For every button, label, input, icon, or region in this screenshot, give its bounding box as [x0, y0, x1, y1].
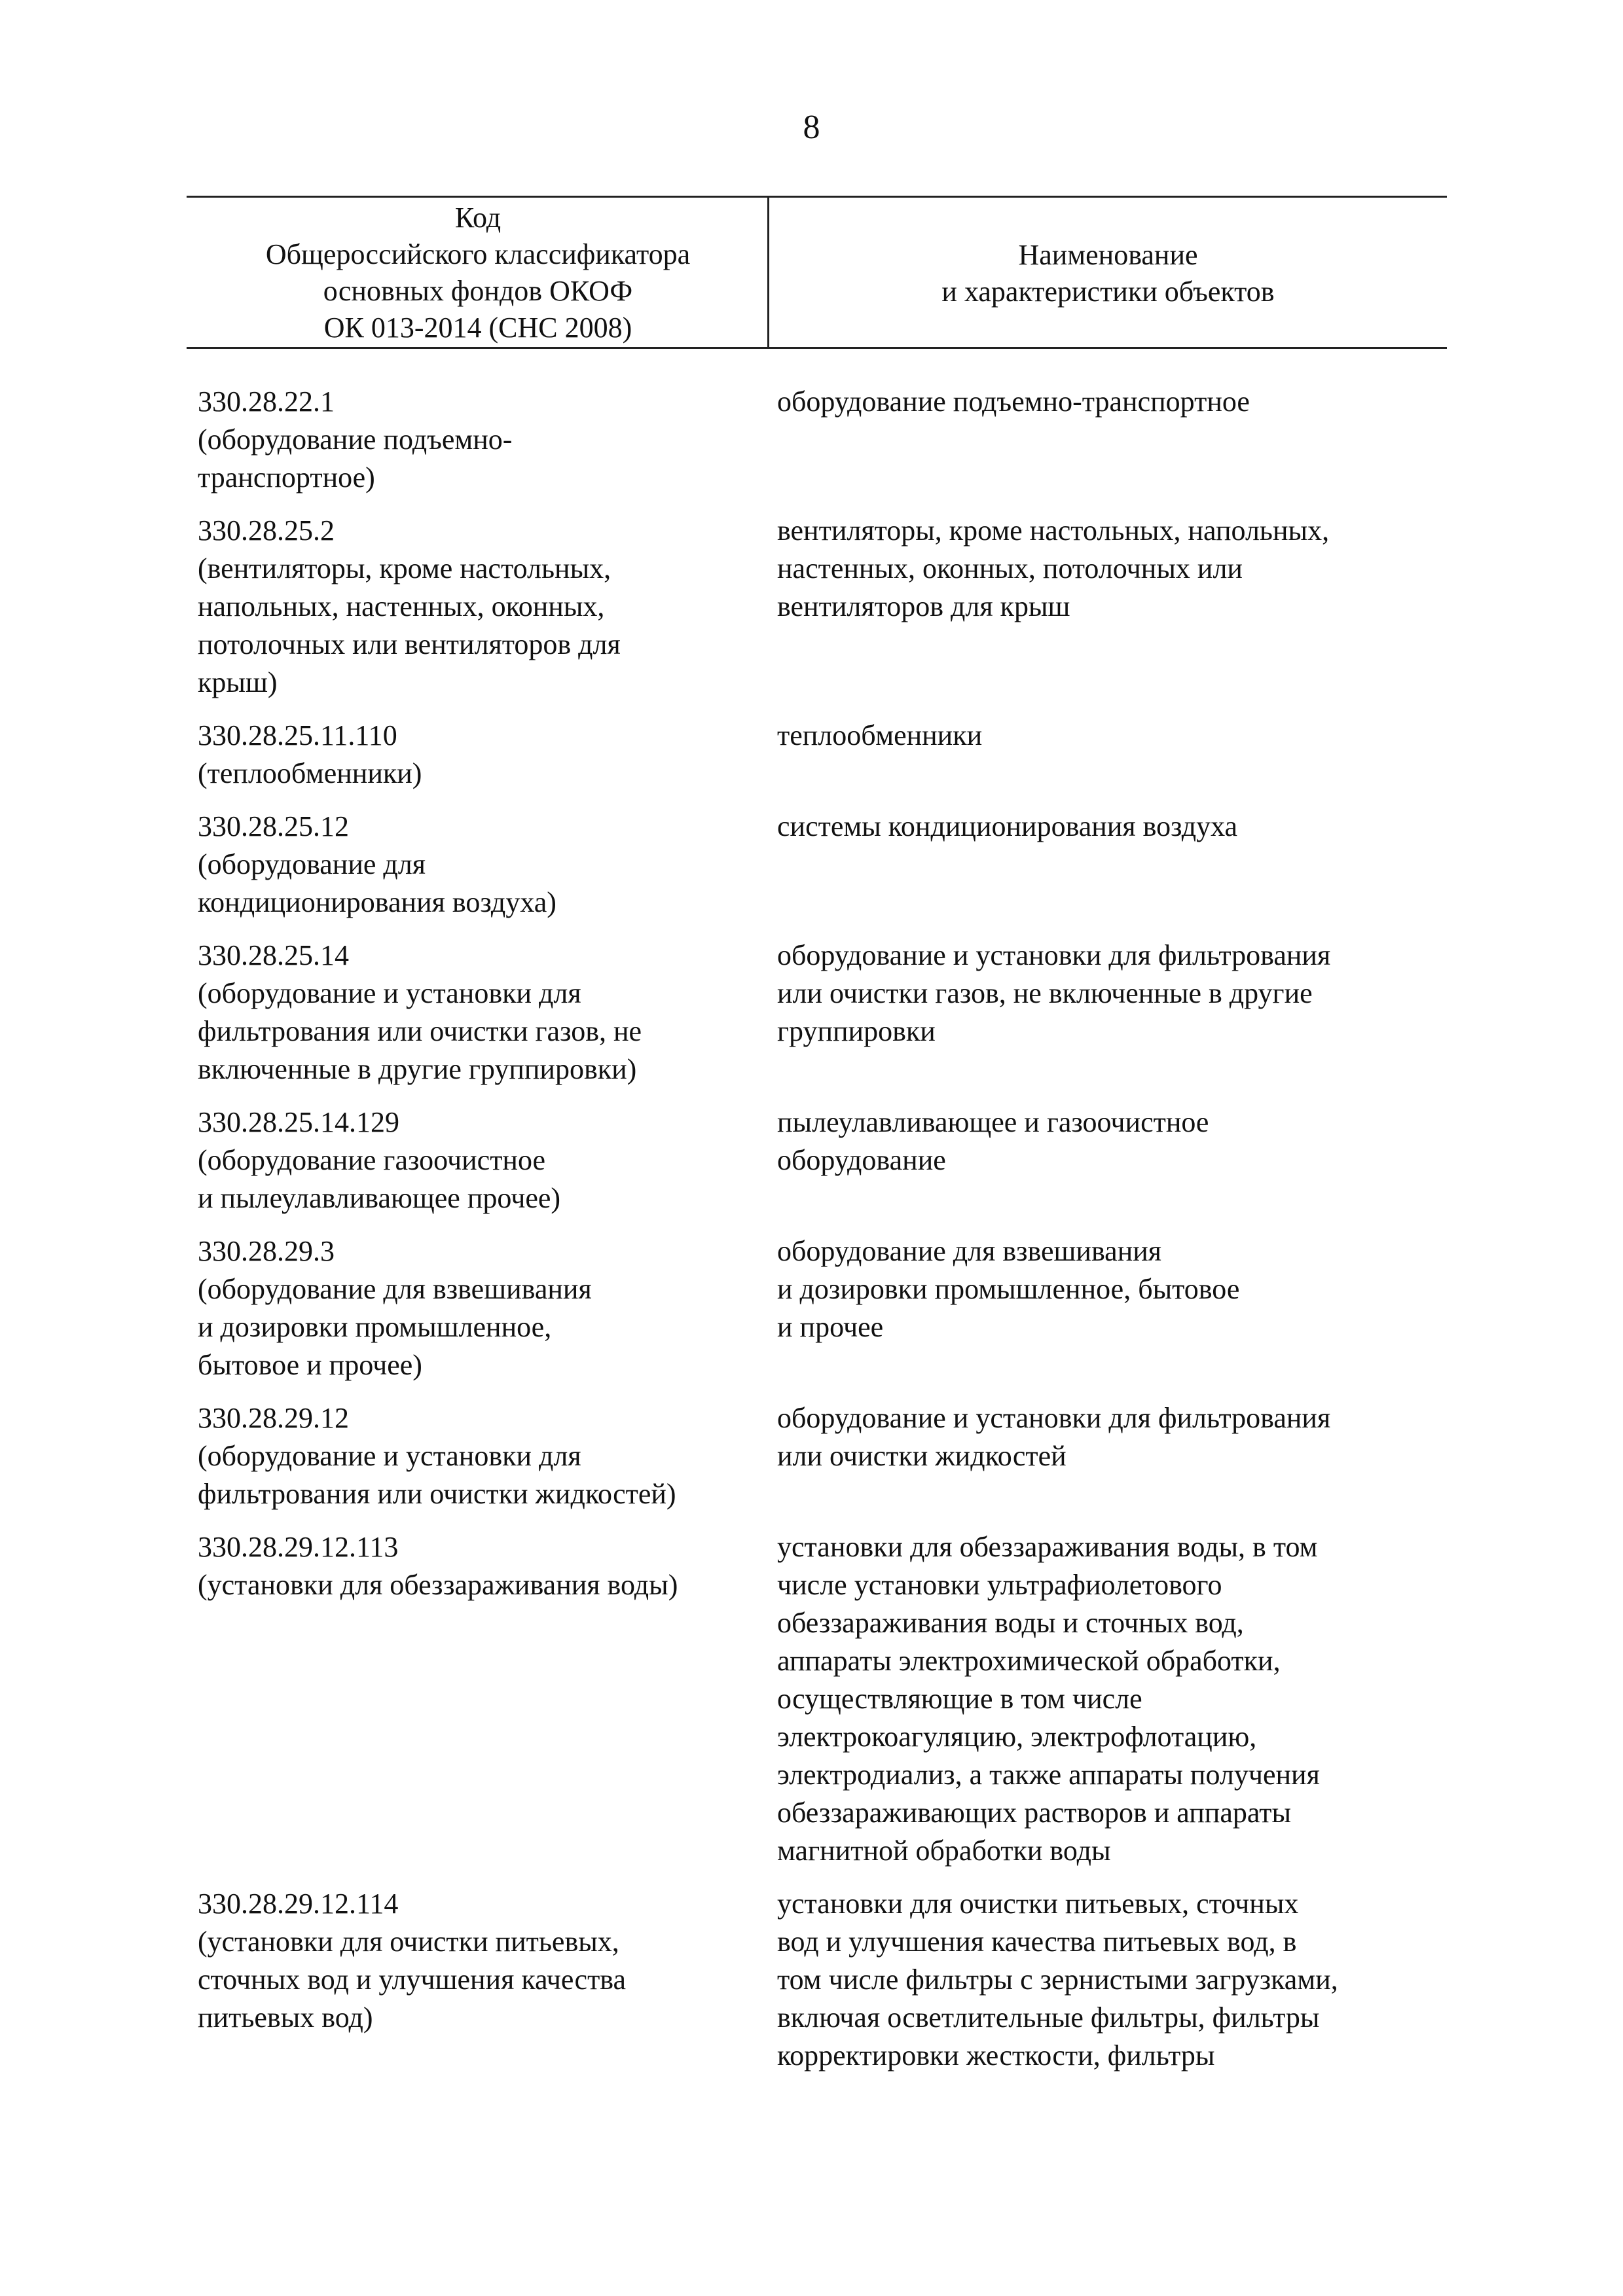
okof-code: 330.28.25.14.129: [198, 1106, 399, 1138]
okof-code-description-line: (оборудование для: [198, 848, 426, 880]
name-cell: [777, 808, 1445, 922]
code-cell: [198, 1399, 777, 1513]
object-name-line: системы кондиционирования воздуха: [777, 810, 1238, 842]
object-name-line: оборудование: [777, 1144, 946, 1176]
okof-code-description-line: (оборудование подъемно-: [198, 423, 513, 456]
object-name-line: или очистки газов, не включенные в другие: [777, 977, 1313, 1009]
code-cell: [198, 1528, 777, 1870]
code-cell: [198, 937, 777, 1088]
okof-code-description-line: кондиционирования воздуха): [198, 886, 556, 918]
name-cell: [777, 1885, 1445, 2075]
object-name-line: вентиляторов для крыш: [777, 590, 1070, 622]
okof-code: 330.28.29.12: [198, 1402, 349, 1434]
okof-code: 330.28.25.11.110: [198, 719, 397, 751]
object-name-line: магнитной обработки воды: [777, 1835, 1111, 1867]
object-name-line: вентиляторы, кроме настольных, напольных,: [777, 514, 1330, 547]
okof-code-description-line: питьевых вод): [198, 2001, 373, 2034]
okof-code-description-line: (оборудование и установки для: [198, 977, 581, 1009]
object-name-line: обеззараживания воды и сточных вод,: [777, 1607, 1244, 1639]
name-cell: [777, 1528, 1445, 1870]
column-header-name-line: Наименование: [1018, 239, 1198, 271]
table-row: [0, 1885, 1623, 2075]
okof-code-description-line: включенные в другие группировки): [198, 1053, 637, 1085]
object-name-line: установки для обеззараживания воды, в том: [777, 1531, 1318, 1563]
okof-code: 330.28.25.14: [198, 939, 349, 971]
name-cell: [777, 717, 1445, 793]
column-header-code-line: ОК 013-2014 (СНС 2008): [323, 312, 632, 344]
okof-code-description-line: и пылеулавливающее прочее): [198, 1182, 561, 1214]
table-header-top-rule: [187, 196, 1447, 198]
code-cell: [198, 1103, 777, 1217]
okof-code-description-line: фильтрования или очистки жидкостей): [198, 1478, 676, 1510]
okof-code-description-line: бытовое и прочее): [198, 1349, 422, 1381]
object-name-line: оборудование и установки для фильтрования: [777, 1402, 1331, 1434]
code-cell: [198, 1885, 777, 2075]
okof-code-description-line: напольных, настенных, оконных,: [198, 590, 605, 622]
okof-code-description-line: (оборудование газоочистное: [198, 1144, 546, 1176]
okof-code: 330.28.22.1: [198, 386, 335, 418]
code-cell: [198, 1232, 777, 1384]
object-name-line: оборудование подъемно-транспортное: [777, 386, 1250, 418]
column-header-code: [190, 200, 766, 346]
object-name-line: включая осветлительные фильтры, фильтры: [777, 2001, 1320, 2034]
object-name-line: корректировки жесткости, фильтры: [777, 2039, 1215, 2072]
object-name-line: установки для очистки питьевых, сточных: [777, 1888, 1299, 1920]
okof-code: 330.28.25.2: [198, 514, 335, 547]
object-name-line: осуществляющие в том числе: [777, 1683, 1142, 1715]
object-name-line: и дозировки промышленное, бытовое: [777, 1273, 1240, 1305]
code-cell: [198, 512, 777, 702]
classifier-table-body: [0, 383, 1623, 2090]
table-header-bottom-rule: [187, 347, 1447, 349]
object-name-line: оборудование и установки для фильтрования: [777, 939, 1331, 971]
table-row: [0, 1399, 1623, 1513]
column-header-name-line: и характеристики объектов: [941, 276, 1275, 308]
object-name-line: оборудование для взвешивания: [777, 1235, 1162, 1267]
okof-code: 330.28.29.12.113: [198, 1531, 399, 1563]
object-name-line: теплообменники: [777, 719, 983, 751]
okof-code-description-line: (установки для обеззараживания воды): [198, 1569, 678, 1601]
okof-code-description-line: транспортное): [198, 461, 375, 493]
object-name-line: или очистки жидкостей: [777, 1440, 1067, 1472]
page-number: 8: [803, 109, 820, 146]
okof-code-description-line: (оборудование для взвешивания: [198, 1273, 592, 1305]
table-row: [0, 808, 1623, 922]
name-cell: [777, 1103, 1445, 1217]
column-header-code-line: основных фондов ОКОФ: [323, 275, 633, 307]
okof-code-description-line: и дозировки промышленное,: [198, 1311, 552, 1343]
code-cell: [198, 383, 777, 497]
object-name-line: и прочее: [777, 1311, 884, 1343]
name-cell: [777, 383, 1445, 497]
object-name-line: электродиализ, а также аппараты получения: [777, 1759, 1320, 1791]
okof-code-description-line: потолочных или вентиляторов для: [198, 628, 621, 660]
name-cell: [777, 512, 1445, 702]
okof-code-description-line: (установки для очистки питьевых,: [198, 1926, 619, 1958]
code-cell: [198, 717, 777, 793]
object-name-line: том числе фильтры с зернистыми загрузками,: [777, 1964, 1338, 1996]
column-header-name: [769, 237, 1447, 310]
object-name-line: обеззараживающих растворов и аппараты: [777, 1797, 1292, 1829]
object-name-line: электрокоагуляцию, электрофлотацию,: [777, 1721, 1257, 1753]
object-name-line: аппараты электрохимической обработки,: [777, 1645, 1281, 1677]
table-row: [0, 512, 1623, 702]
table-row: [0, 383, 1623, 497]
okof-code: 330.28.25.12: [198, 810, 349, 842]
okof-code: 330.28.29.12.114: [198, 1888, 399, 1920]
object-name-line: вод и улучшения качества питьевых вод, в: [777, 1926, 1297, 1958]
table-row: [0, 937, 1623, 1088]
table-row: [0, 717, 1623, 793]
okof-code-description-line: крыш): [198, 666, 278, 698]
object-name-line: группировки: [777, 1015, 936, 1047]
name-cell: [777, 1232, 1445, 1384]
okof-code-description-line: (оборудование и установки для: [198, 1440, 581, 1472]
column-header-code-line: Общероссийского классификатора: [265, 238, 691, 270]
object-name-line: числе установки ультрафиолетового: [777, 1569, 1222, 1601]
object-name-line: пылеулавливающее и газоочистное: [777, 1106, 1209, 1138]
okof-code-description-line: (теплообменники): [198, 757, 422, 789]
table-row: [0, 1528, 1623, 1870]
okof-code-description-line: (вентиляторы, кроме настольных,: [198, 552, 611, 584]
code-cell: [198, 808, 777, 922]
name-cell: [777, 937, 1445, 1088]
object-name-line: настенных, оконных, потолочных или: [777, 552, 1243, 584]
table-row: [0, 1232, 1623, 1384]
column-header-code-line: Код: [454, 202, 501, 234]
name-cell: [777, 1399, 1445, 1513]
okof-code: 330.28.29.3: [198, 1235, 335, 1267]
okof-code-description-line: фильтрования или очистки газов, не: [198, 1015, 642, 1047]
okof-code-description-line: сточных вод и улучшения качества: [198, 1964, 627, 1996]
table-row: [0, 1103, 1623, 1217]
